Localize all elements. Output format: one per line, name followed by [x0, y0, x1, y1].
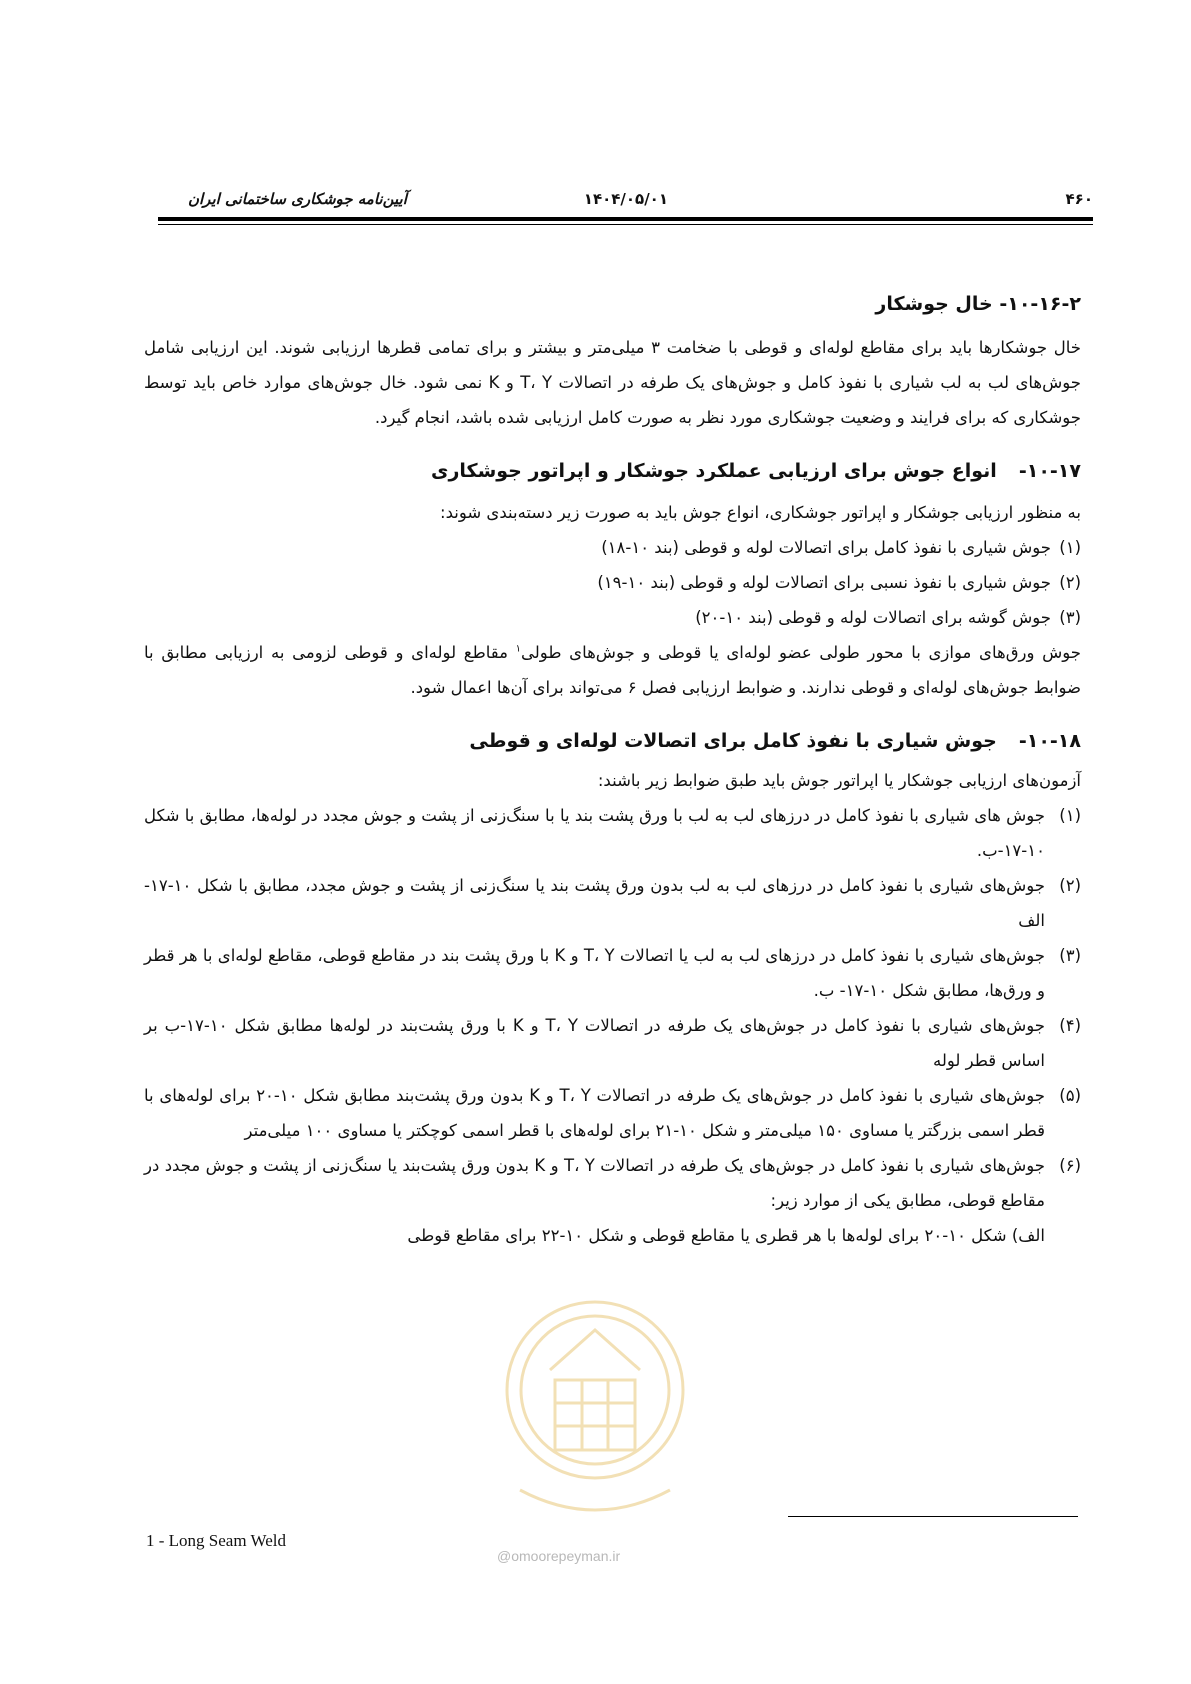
list-item: (۵) جوش‌های شیاری با نفوذ کامل در جوش‌های یک طرفه در اتصالات T، Y و K بدون ورق پشت‌بند مطابق شکل ۱۰-۲۰ برای لوله‌های با قطر اسمی بزرگتر یا مساوی ۱۵۰ میلی‌متر و شکل ۱۰-۲۱ برای لوله‌های با قطر اسمی کوچکتر یا مساوی ۱۰۰ میلی‌متر [144, 1086, 1081, 1140]
list-item: (۶) جوش‌های شیاری با نفوذ کامل در جوش‌های یک طرفه در اتصالات T، Y و K بدون ورق پشت‌بند یا سنگ‌زنی از پشت و جوش مجدد در مقاطع قوطی، مطابق یکی از موارد زیر: [144, 1156, 1081, 1210]
list-item: (۳) جوش گوشه برای اتصالات لوله و قوطی (بند ۱۰-۲۰) [695, 608, 1081, 627]
page-header [158, 188, 1093, 212]
header-rule-thick [158, 217, 1093, 221]
section-closing-paragraph: جوش ورق‌های موازی با محور طولی عضو لوله‌ای یا قوطی و جوش‌های طولی$^۱$ مقاطع لوله‌ای و قوطی لزومی به ارزیابی مطابق با ضوابط جوش‌های لوله‌ای و قوطی ندارند. و ضوابط ارزیابی فصل ۶ می‌تواند برای آن‌ها اعمال شود. [144, 643, 1081, 697]
list-item: (۳) جوش‌های شیاری با نفوذ کامل در درزهای لب به لب یا اتصالات T، Y و K با ورق پشت بند در مقاطع قوطی، مقاطع لوله‌ای با هر قطر و ورق‌ها، مطابق شکل ۱۰-۱۷- ب. [144, 946, 1081, 1000]
header-rule-thin [158, 224, 1093, 225]
list-item: (۲) جوش شیاری با نفوذ نسبی برای اتصالات لوله و قوطی (بند ۱۰-۱۹) [597, 573, 1081, 592]
omoorepeyman-seal-icon [490, 1290, 700, 1540]
page-content [144, 288, 1081, 1253]
list-item: (۴) جوش‌های شیاری با نفوذ کامل در جوش‌های یک طرفه در اتصالات T، Y و K با ورق پشت‌بند در لوله‌ها مطابق شکل ۱۰-۱۷-ب بر اساس قطر لوله [144, 1016, 1081, 1070]
section-intro: به منظور ارزیابی جوشکار و اپراتور جوشکاری، انواع جوش باید به صورت زیر دسته‌بندی شوند: [440, 503, 1081, 522]
list-item: (۱) جوش های شیاری با نفوذ کامل در درزهای لب به لب با ورق پشت بند یا با سنگ‌زنی از پشت و جوش مجدد در لوله‌ها، مطابق با شکل ۱۰-۱۷-ب. [144, 806, 1081, 860]
section-number: ۱۰-۱۸- [1018, 730, 1081, 752]
sub-list-item: الف) شکل ۱۰-۲۰ برای لوله‌ها با هر قطری یا مقاطع قوطی و شکل ۱۰-۲۲ برای مقاطع قوطی [407, 1226, 1045, 1245]
section-title: انواع جوش برای ارزیابی عملکرد جوشکار و اپراتور جوشکاری [431, 460, 997, 482]
footnote-rule [788, 1516, 1078, 1517]
list-item: (۲) جوش‌های شیاری با نفوذ کامل در درزهای لب به لب بدون ورق پشت بند یا سنگ‌زنی از پشت و جوش مجدد، مطابق با شکل ۱۰-۱۷-الف [144, 876, 1081, 930]
section-title: جوش شیاری با نفوذ کامل برای اتصالات لوله‌ای و قوطی [469, 730, 997, 752]
section-intro: آزمون‌های ارزیابی جوشکار یا اپراتور جوش باید طبق ضوابط زیر باشند: [597, 771, 1081, 790]
watermark-url: @omoorepeyman.ir [497, 1548, 621, 1564]
section-number: ۱۰-۱۷- [1018, 460, 1081, 482]
section-heading-10-18 [144, 725, 1081, 757]
section-heading-10-17 [144, 455, 1081, 487]
section-paragraph: خال جوشکارها باید برای مقاطع لوله‌ای و قوطی با ضخامت ۳ میلی‌متر و بیشتر و برای تمامی قطرها ارزیابی شوند. این ارزیابی شامل جوش‌های لب به لب شیاری با نفوذ کامل و جوش‌های یک طرفه در اتصالات T، Y و K نمی شود. خال جوش‌های موارد خاص باید توسط جوشکاری که برای فرایند و وضعیت جوشکاری مورد نظر به صورت کامل ارزیابی شده باشد، انجام گیرد. [144, 338, 1081, 427]
header-date: ۱۴۰۴/۰۵/۰۱ [583, 190, 668, 208]
page-number: ۴۶۰ [1065, 190, 1093, 208]
footnote: 1 - Long Seam Weld [146, 1531, 286, 1550]
footnote-marker[interactable]: ۱ [515, 643, 522, 655]
list-item: (۱) جوش شیاری با نفوذ کامل برای اتصالات لوله و قوطی (بند ۱۰-۱۸) [601, 538, 1081, 557]
header-title: آیین‌نامه جوشکاری ساختمانی ایران [188, 190, 407, 208]
section-heading-10-16-2: ۱۰-۱۶-۲- خال جوشکار [875, 293, 1081, 315]
